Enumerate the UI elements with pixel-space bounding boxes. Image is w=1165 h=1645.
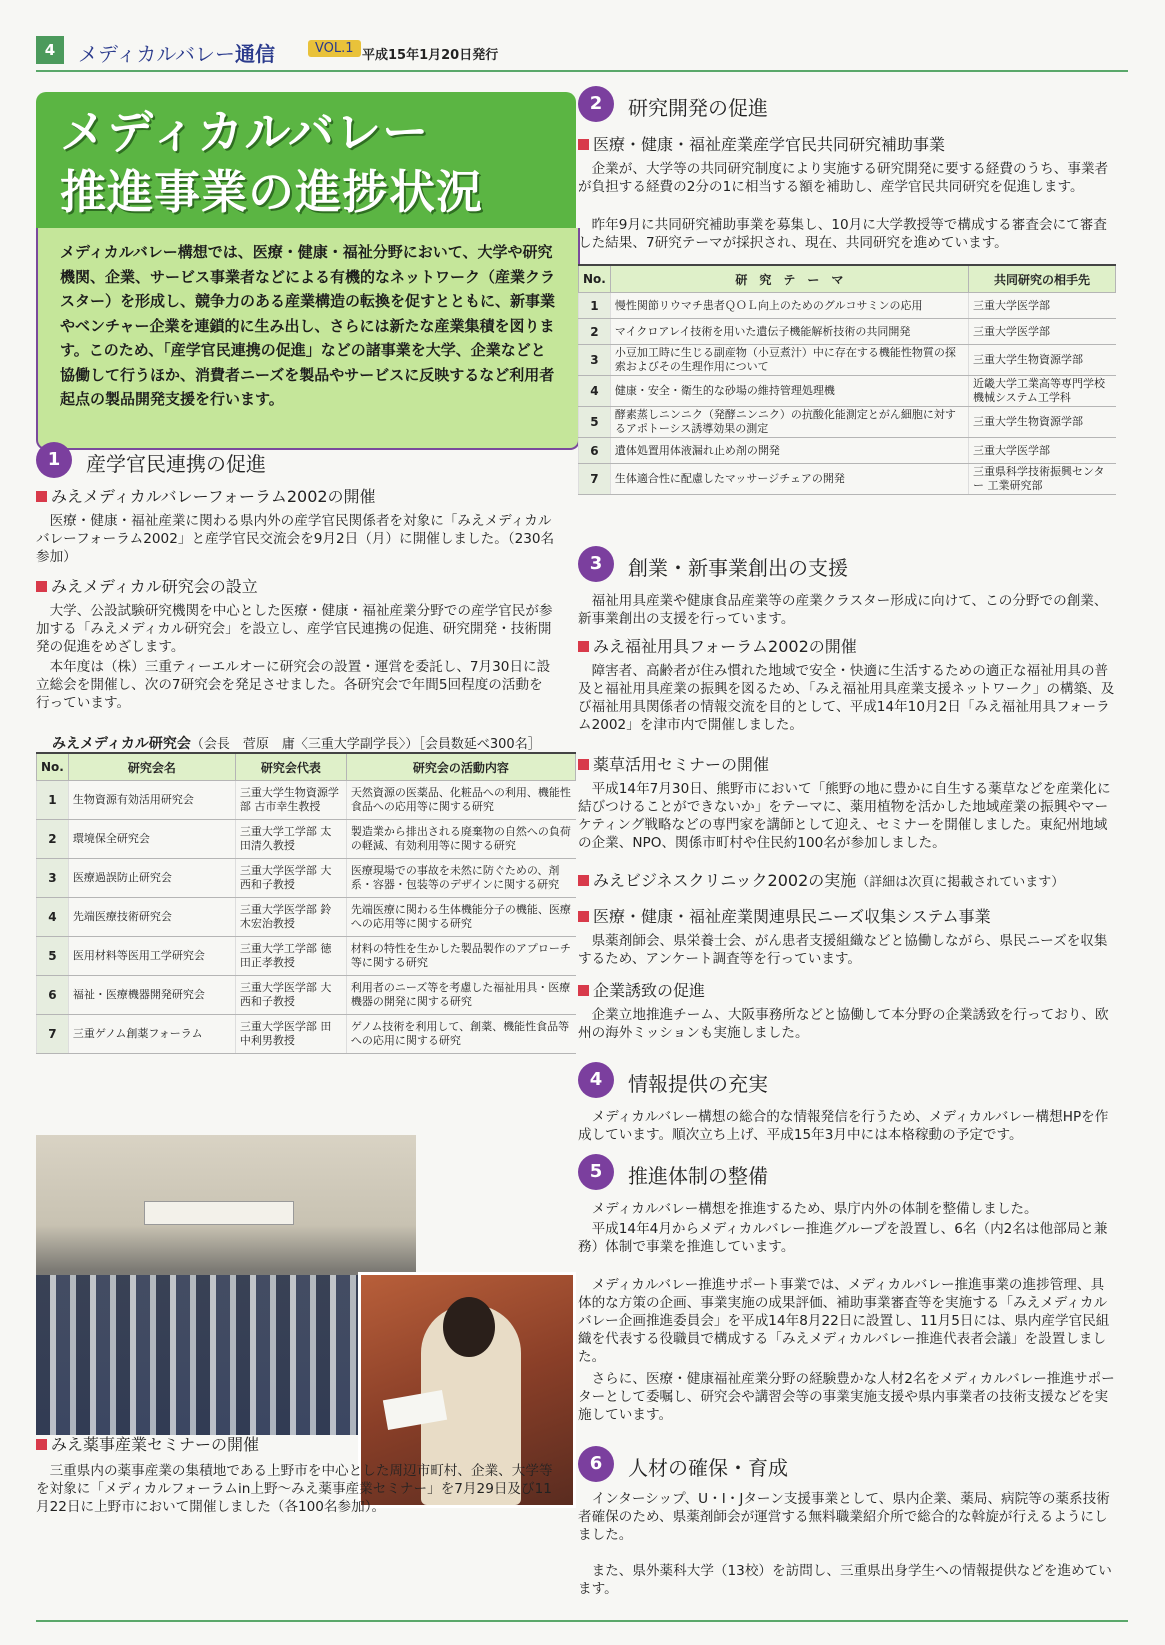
row-no: 2 <box>37 820 69 859</box>
row-activity: 先端医療に関わる生体機能分子の機能、医療への応用等に関する研究 <box>346 898 575 937</box>
s3-paragraph-intro: 福祉用具産業や健康食品産業等の産業クラスター形成に向けて、この分野での創業、新事業創出の支援を行っています。 <box>578 593 1108 627</box>
s3-subheading-company-invitation: 企業誘致の促進 <box>578 978 705 1001</box>
s2-subheading: 医療・健康・福祉産業産学官民共同研究補助事業 <box>578 132 945 155</box>
table-row <box>579 293 1116 319</box>
table-row <box>37 820 576 859</box>
society-table-caption <box>52 733 541 753</box>
section-number: 6 <box>578 1446 614 1482</box>
row-rep: 三重大学医学部 大西和子教授 <box>235 859 346 898</box>
lead-text: メディカルバレー構想では、医療・健康・福祉分野において、大学や研究機関、企業、サービス事業者などによる有機的なネットワーク（産業クラスター）を形成し、競争力のある産業構造の転換を促すとともに、新事業やベンチャー企業を連鎖的に生み出し、さらには新たな産業集積を図ります。このため、「産学官民連携の促進」などの諸事業を大学、企業などと協働して行うほか、消費者ニーズを製品やサービスに反映するなど利用者起点の製品開発支援を行います。 <box>60 243 556 408</box>
row-name: 環境保全研究会 <box>68 820 235 859</box>
section-number: 5 <box>578 1154 614 1190</box>
s6-paragraph-1: インターシップ、U・I・Jターン支援事業として、県内企業、薬局、病院等の薬系技術者確保のため、県薬剤師会が運営する無料職業紹介所で総合的な斡旋が行えるようにしました。 <box>578 1491 1110 1543</box>
section-title: 産学官民連携の促進 <box>86 452 266 476</box>
section-number: 2 <box>578 86 614 122</box>
row-rep: 三重大学医学部 大西和子教授 <box>235 976 346 1015</box>
s3-subheading-herb-seminar: 薬草活用セミナーの開催 <box>578 752 769 775</box>
col-no: No. <box>37 753 69 781</box>
s3-subheading-business-clinic <box>578 868 1064 891</box>
row-rep: 三重大学医学部 鈴木宏治教授 <box>235 898 346 937</box>
row-no: 6 <box>579 438 611 464</box>
table-row <box>579 438 1116 464</box>
table-row <box>579 407 1116 438</box>
table-header-row <box>37 753 576 781</box>
row-no: 4 <box>579 376 611 407</box>
feature-title-line1: メディカルバレー <box>60 105 430 159</box>
section-title: 創業・新事業創出の支援 <box>628 556 848 580</box>
table-row <box>37 1015 576 1054</box>
s1-paragraph-seminar: 三重県内の薬事産業の集積地である上野市を中心とした周辺市町村、企業、大学等を対象に「メディカルフォーラムin上野～みえ薬事産業セミナー」を7月29日及び11月22日に上野市において開催しました（各100名参加）。 <box>36 1463 553 1515</box>
row-partner: 三重大学医学部 <box>969 438 1116 464</box>
row-rep: 三重大学医学部 田中利男教授 <box>235 1015 346 1054</box>
section-title: 推進体制の整備 <box>628 1164 768 1188</box>
row-activity: ゲノム技術を利用して、創薬、機能性食品等への応用に関する研究 <box>346 1015 575 1054</box>
society-table <box>36 752 576 1054</box>
row-name: 生物資源有効活用研究会 <box>68 781 235 820</box>
lead-box <box>36 228 580 450</box>
newsletter-title-b: 通信 <box>235 42 275 66</box>
row-no: 1 <box>579 293 611 319</box>
photo-banner <box>144 1201 294 1225</box>
feature-title <box>60 102 483 222</box>
table-row <box>37 859 576 898</box>
issue-date: 平成15年1月20日発行 <box>362 48 499 63</box>
s3-subheading-needs-system: 医療・健康・福祉産業関連県民ニーズ収集システム事業 <box>578 904 991 927</box>
s1-paragraph-society-2: 本年度は（株）三重ティーエルオーに研究会の設置・運営を委託し、7月30日に設立総会を開催し、次の7研究会を発足させました。各研究会で年間5回程度の活動を行っています。 <box>36 659 551 711</box>
col-activity: 研究会の活動内容 <box>346 753 575 781</box>
row-theme: 生体適合性に配慮したマッサージチェアの開発 <box>610 464 968 495</box>
row-no: 5 <box>579 407 611 438</box>
s3-paragraph-welfare-forum: 障害者、高齢者が住み慣れた地域で安全・快適に生活するための適正な福祉用具の普及と福祉用具産業の振興を図るため、「みえ福祉用具産業支援ネットワーク」の構築、及び福祉用具関係者の情報交流を目的として、平成14年10月2日「みえ福祉用具フォーラム2002」を津市内で開催しました。 <box>578 663 1115 733</box>
table-row <box>579 345 1116 376</box>
s1-paragraph-forum: 医療・健康・福祉産業に関わる県内外の産学官民関係者を対象に「みえメディカルバレーフォーラム2002」と産学官民交流会を9月2日（月）に開催しました。（230名参加） <box>36 513 555 565</box>
row-name: 先端医療技術研究会 <box>68 898 235 937</box>
col-no: No. <box>579 265 611 293</box>
table-row <box>37 781 576 820</box>
table-row <box>37 937 576 976</box>
col-name: 研究会名 <box>68 753 235 781</box>
row-theme: マイクロアレイ技術を用いた遺伝子機能解析技術の共同開発 <box>610 319 968 345</box>
row-no: 1 <box>37 781 69 820</box>
row-name: 医療過誤防止研究会 <box>68 859 235 898</box>
section-title: 情報提供の充実 <box>628 1072 768 1096</box>
col-rep: 研究会代表 <box>235 753 346 781</box>
table-row <box>37 898 576 937</box>
s3-paragraph-herb-seminar: 平成14年7月30日、熊野市において「熊野の地に豊かに自生する薬草などを産業化に結びつけることができないか」をテーマに、薬用植物を活かした地域産業の振興やマーケティング戦略などの専門家を講師として迎え、セミナーを開催しました。東紀州地域の企業、NPO、関係市町村や住民約100名が参加しました。 <box>578 781 1111 851</box>
row-no: 3 <box>37 859 69 898</box>
table-header-row <box>579 265 1116 293</box>
row-no: 2 <box>579 319 611 345</box>
row-activity: 利用者のニーズ等を考慮した福祉用具・医療機器の開発に関する研究 <box>346 976 575 1015</box>
row-partner: 三重大学生物資源学部 <box>969 407 1116 438</box>
s5-paragraph-2: 平成14年4月からメディカルバレー推進グループを設置し、6名（内2名は他部局と兼務）体制で事業を推進しています。 <box>578 1221 1108 1255</box>
row-partner: 三重県科学技術振興センター 工業研究部 <box>969 464 1116 495</box>
row-theme: 遺体処置用体液漏れ止め剤の開発 <box>610 438 968 464</box>
section-title: 人材の確保・育成 <box>628 1456 788 1480</box>
volume-badge: VOL.1 <box>308 40 361 57</box>
table-row <box>37 976 576 1015</box>
row-theme: 小豆加工時に生じる副産物（小豆煮汁）中に存在する機能性物質の探索およびその生理作用について <box>610 345 968 376</box>
s6-paragraph-2: また、県外薬科大学（13校）を訪問し、三重県出身学生への情報提供などを進めています。 <box>578 1563 1112 1597</box>
s2-paragraph-1: 企業が、大学等の共同研究制度により実施する研究開発に要する経費のうち、事業者が負担する経費の2分の1に相当する額を補助し、産学官民共同研究を促進します。 <box>578 161 1109 195</box>
col-theme: 研 究 テ ー マ <box>610 265 968 293</box>
feature-title-box <box>36 92 576 228</box>
table-row <box>579 376 1116 407</box>
s1-paragraph-society: 大学、公設試験研究機関を中心とした医療・健康・福祉産業分野での産学官民が参加する「みえメディカル研究会」を設立し、産学官民連携の促進、研究開発・技術開発の促進をめざします。 <box>36 603 553 655</box>
section-number: 4 <box>578 1062 614 1098</box>
table-row <box>579 319 1116 345</box>
row-name: 三重ゲノム創薬フォーラム <box>68 1015 235 1054</box>
s4-paragraph: メディカルバレー構想の総合的な情報発信を行うため、メディカルバレー構想HPを作成しています。順次立ち上げ、平成15年3月中には本格稼動の予定です。 <box>578 1109 1109 1143</box>
s5-paragraph-3: メディカルバレー推進サポート事業では、メディカルバレー推進事業の進捗管理、具体的な方策の企画、事業実施の成果評価、補助事業審査等を実施する「みえメディカルバレー企画推進委員会」を平成14年8月22日に設置し、11月5日には、県内産学官民組織を代表する役職員で構成する「みえメディカルバレー推進代表者会議」を設置しました。 <box>578 1277 1110 1365</box>
s5-paragraph-4: さらに、医療・健康福祉産業分野の経験豊かな人材2名をメディカルバレー推進サポーターとして委嘱し、研究会や講習会等の事業実施支援や県内事業者の技術支援などを実施しています。 <box>578 1371 1115 1423</box>
row-activity: 製造業から排出される廃棄物の自然への負荷の軽減、有効利用等に関する研究 <box>346 820 575 859</box>
footer-rule <box>36 1620 1128 1622</box>
speaker-head <box>443 1297 495 1357</box>
row-no: 5 <box>37 937 69 976</box>
section-number: 3 <box>578 546 614 582</box>
section-number: 1 <box>36 442 72 478</box>
row-no: 3 <box>579 345 611 376</box>
row-activity: 材料の特性を生かした製品製作のアプローチ等に関する研究 <box>346 937 575 976</box>
section-title: 研究開発の促進 <box>628 96 768 120</box>
col-partner: 共同研究の相手先 <box>969 265 1116 293</box>
s1-subheading-seminar: みえ薬事産業セミナーの開催 <box>36 1432 259 1455</box>
row-activity: 医療現場での事故を未然に防ぐための、剤系・容器・包装等のデザインに関する研究 <box>346 859 575 898</box>
row-no: 7 <box>37 1015 69 1054</box>
page-header <box>36 32 1128 72</box>
row-theme: 慢性関節リウマチ患者ＱＯＬ向上のためのグルコサミンの応用 <box>610 293 968 319</box>
s3-paragraph-company-invitation: 企業立地推進チーム、大阪事務所などと協働して本分野の企業誘致を行っており、欧州の海外ミッションも実施しました。 <box>578 1007 1109 1041</box>
row-partner: 近畿大学工業高等専門学校 機械システム工学科 <box>969 376 1116 407</box>
row-activity: 天然資源の医薬品、化粧品への利用、機能性食品への応用等に関する研究 <box>346 781 575 820</box>
row-partner: 三重大学生物資源学部 <box>969 345 1116 376</box>
table-row <box>579 464 1116 495</box>
s3-subheading-business-clinic-note: （詳細は次頁に掲載されています） <box>856 875 1065 890</box>
s1-subheading-society: みえメディカル研究会の設立 <box>36 574 258 597</box>
s3-paragraph-needs-system: 県薬剤師会、県栄養士会、がん患者支援組織などと協働しながら、県民ニーズを収集するため、アンケート調査等を行っています。 <box>578 933 1108 967</box>
row-no: 7 <box>579 464 611 495</box>
row-theme: 健康・安全・衛生的な砂場の維持管理処理機 <box>610 376 968 407</box>
row-partner: 三重大学医学部 <box>969 293 1116 319</box>
feature-title-line2: 推進事業の進捗状況 <box>60 165 483 219</box>
society-table-caption-title: みえメディカル研究会 <box>52 736 191 752</box>
s1-subheading-forum: みえメディカルバレーフォーラム2002の開催 <box>36 484 376 507</box>
row-rep: 三重大学生物資源学部 古市幸生教授 <box>235 781 346 820</box>
newsletter-title-a: メディカルバレー <box>78 42 235 66</box>
s3-subheading-welfare-forum: みえ福祉用具フォーラム2002の開催 <box>578 634 857 657</box>
society-table-caption-note: （会長 菅原 庸〈三重大学副学長〉）［会員数延べ300名］ <box>190 737 541 752</box>
row-name: 医用材料等医用工学研究会 <box>68 937 235 976</box>
s5-paragraph-1: メディカルバレー構想を推進するため、県庁内外の体制を整備しました。 <box>591 1201 1038 1217</box>
row-rep: 三重大学工学部 徳田正孝教授 <box>235 937 346 976</box>
s3-subheading-business-clinic-title: みえビジネスクリニック2002の実施 <box>593 871 857 890</box>
row-no: 4 <box>37 898 69 937</box>
research-table <box>578 264 1116 495</box>
s2-paragraph-2: 昨年9月に共同研究補助事業を募集し、10月に大学教授等で構成する審査会にて審査した結果、7研究テーマが採択され、現在、共同研究を進めています。 <box>578 217 1107 251</box>
row-rep: 三重大学工学部 太田清久教授 <box>235 820 346 859</box>
row-name: 福祉・医療機器開発研究会 <box>68 976 235 1015</box>
page-number: 4 <box>36 36 64 64</box>
row-theme: 酵素蒸しニンニク（発酵ニンニク）の抗酸化能測定とがん細胞に対するアポトーシス誘導効果の測定 <box>610 407 968 438</box>
newsletter-title <box>78 38 275 67</box>
row-partner: 三重大学医学部 <box>969 319 1116 345</box>
row-no: 6 <box>37 976 69 1015</box>
